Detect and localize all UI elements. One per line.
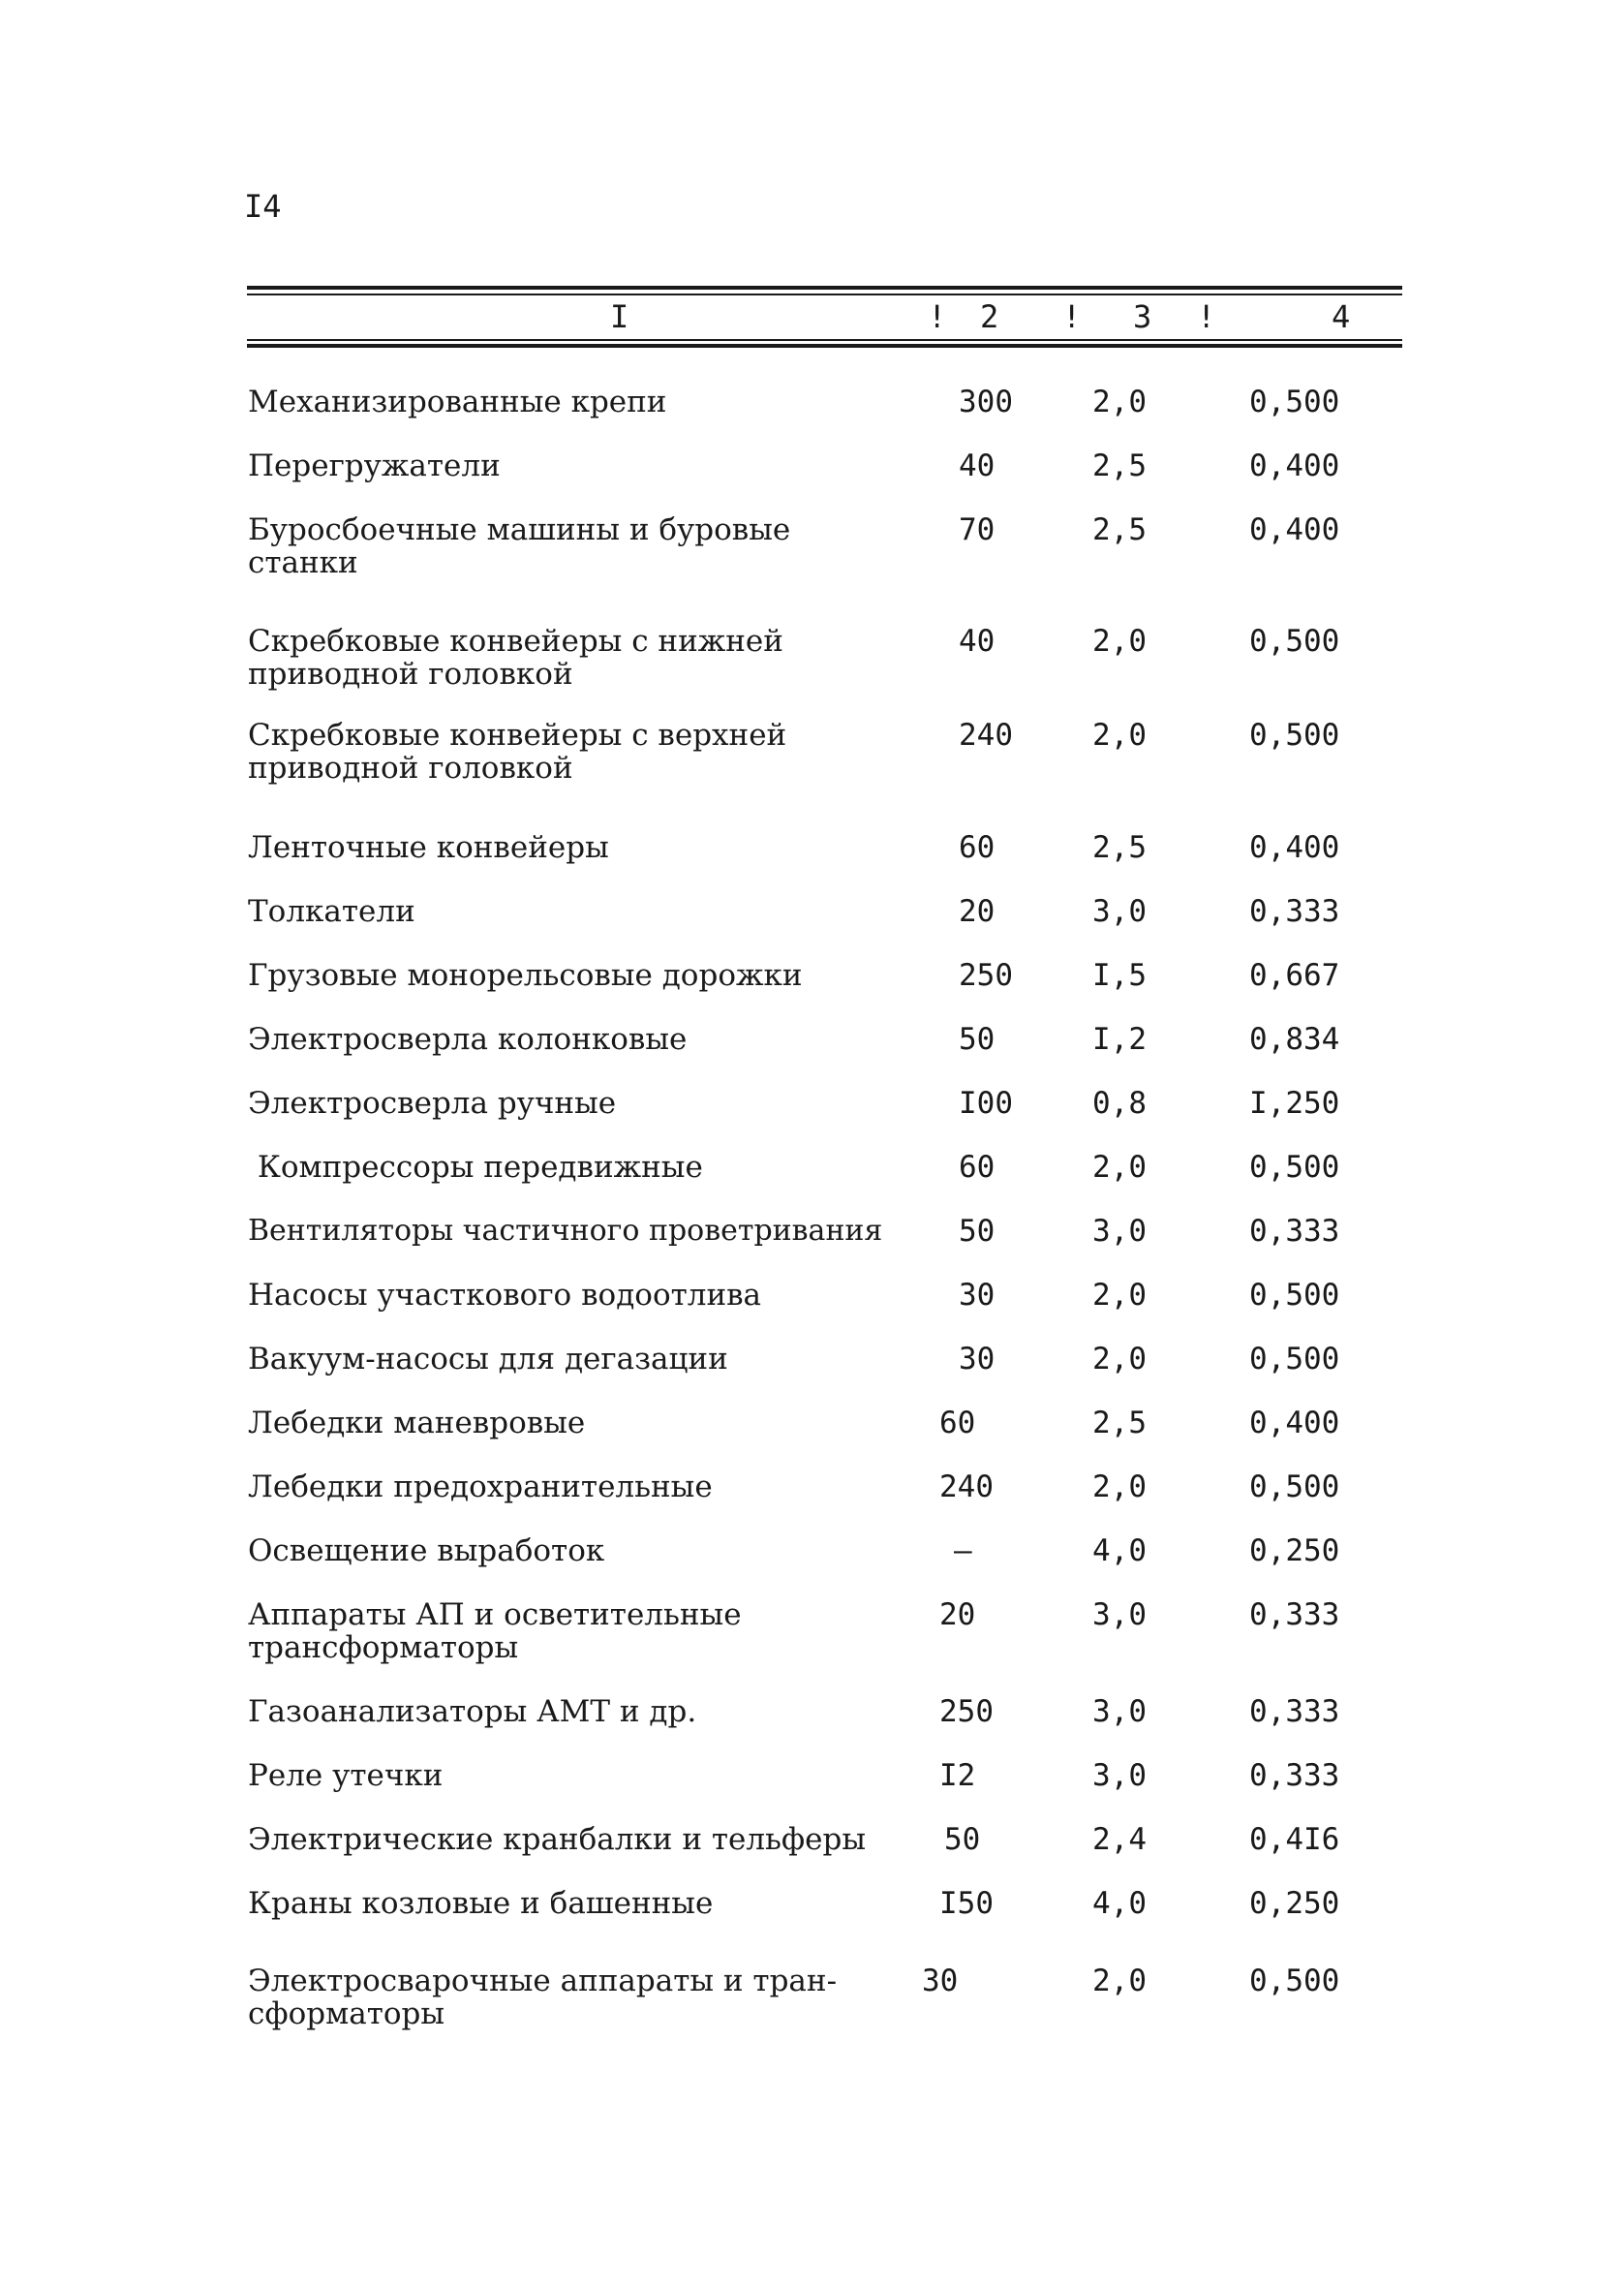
- value-col-3: 2,4: [1092, 1822, 1147, 1857]
- value-col-2: 60: [959, 830, 996, 865]
- value-col-2: I50: [939, 1886, 994, 1921]
- column-header-3: 3: [1133, 298, 1152, 335]
- header-rule-bottom-thin: [247, 339, 1402, 341]
- equipment-name: Насосы участкового водоотлива: [248, 1278, 762, 1313]
- value-col-2: I00: [959, 1086, 1013, 1121]
- header-rule-bottom: [247, 344, 1402, 348]
- equipment-name: Аппараты АП и осветительные трансформаторы: [248, 1597, 742, 1665]
- value-col-2: –: [954, 1533, 972, 1568]
- equipment-name: Буросбоечные машины и буровые станки: [248, 512, 791, 580]
- header-rule-top-thin: [247, 294, 1402, 295]
- value-col-4: I,250: [1249, 1086, 1340, 1121]
- header-rule-top: [247, 286, 1402, 290]
- value-col-2: 250: [939, 1694, 994, 1729]
- value-col-4: 0,333: [1249, 1597, 1340, 1632]
- value-col-2: 50: [959, 1022, 996, 1057]
- value-col-3: 3,0: [1092, 1214, 1147, 1249]
- value-col-4: 0,333: [1249, 1694, 1340, 1729]
- value-col-2: 70: [959, 512, 996, 547]
- value-col-2: 20: [959, 894, 996, 929]
- column-separator: !: [1062, 298, 1082, 335]
- value-col-2: 40: [959, 449, 996, 483]
- value-col-4: 0,500: [1249, 1469, 1340, 1504]
- value-col-4: 0,400: [1249, 512, 1340, 547]
- value-col-3: 0,8: [1092, 1086, 1147, 1121]
- value-col-3: 3,0: [1092, 894, 1147, 929]
- column-header-4: 4: [1332, 298, 1351, 335]
- value-col-3: 2,0: [1092, 385, 1147, 419]
- value-col-4: 0,500: [1249, 624, 1340, 659]
- value-col-2: 30: [922, 1964, 959, 1998]
- value-col-3: I,5: [1092, 958, 1147, 993]
- equipment-name: Электрические кранбалки и тельферы: [248, 1822, 867, 1857]
- page-number: I4: [244, 188, 282, 225]
- column-header-2: 2: [980, 298, 999, 335]
- value-col-3: 2,0: [1092, 624, 1147, 659]
- equipment-name: Лебедки предохранительные: [248, 1469, 713, 1504]
- value-col-2: 250: [959, 958, 1013, 993]
- value-col-3: 2,0: [1092, 1964, 1147, 1998]
- value-col-4: 0,500: [1249, 385, 1340, 419]
- equipment-name: Ленточные конвейеры: [248, 830, 609, 865]
- equipment-name: Краны козловые и башенные: [248, 1886, 714, 1921]
- value-col-3: I,2: [1092, 1022, 1147, 1057]
- equipment-name: Грузовые монорельсовые дорожки: [248, 958, 803, 993]
- value-col-3: 3,0: [1092, 1758, 1147, 1793]
- value-col-2: 300: [959, 385, 1013, 419]
- equipment-name: Газоанализаторы АМТ и др.: [248, 1694, 697, 1729]
- value-col-3: 2,0: [1092, 1342, 1147, 1376]
- value-col-3: 4,0: [1092, 1533, 1147, 1568]
- value-col-4: 0,250: [1249, 1886, 1340, 1921]
- value-col-3: 3,0: [1092, 1694, 1147, 1729]
- value-col-3: 2,0: [1092, 718, 1147, 753]
- value-col-4: 0,500: [1249, 1278, 1340, 1313]
- value-col-4: 0,667: [1249, 958, 1340, 993]
- value-col-4: 0,500: [1249, 1150, 1340, 1185]
- equipment-name: Механизированные крепи: [248, 385, 667, 419]
- value-col-3: 3,0: [1092, 1597, 1147, 1632]
- value-col-4: 0,333: [1249, 1214, 1340, 1249]
- value-col-3: 2,5: [1092, 449, 1147, 483]
- equipment-name: Скребковые конвейеры с верхней приводной головкой: [248, 718, 787, 786]
- value-col-3: 2,0: [1092, 1150, 1147, 1185]
- value-col-2: 60: [959, 1150, 996, 1185]
- value-col-4: 0,500: [1249, 1964, 1340, 1998]
- value-col-2: 240: [959, 718, 1013, 753]
- equipment-name: Лебедки маневровые: [248, 1406, 586, 1440]
- value-col-2: 50: [959, 1214, 996, 1249]
- value-col-3: 2,5: [1092, 1406, 1147, 1440]
- equipment-name: Электросверла колонковые: [248, 1022, 688, 1057]
- column-separator: !: [1197, 298, 1216, 335]
- value-col-4: 0,400: [1249, 830, 1340, 865]
- value-col-2: 50: [944, 1822, 981, 1857]
- value-col-4: 0,4I6: [1249, 1822, 1340, 1857]
- equipment-name: Электросверла ручные: [248, 1086, 617, 1121]
- equipment-name: Вакуум-насосы для дегазации: [248, 1342, 728, 1376]
- value-col-4: 0,333: [1249, 1758, 1340, 1793]
- value-col-2: I2: [939, 1758, 976, 1793]
- value-col-2: 240: [939, 1469, 994, 1504]
- equipment-name: Толкатели: [248, 894, 415, 929]
- value-col-2: 20: [939, 1597, 976, 1632]
- value-col-3: 4,0: [1092, 1886, 1147, 1921]
- equipment-name: Скребковые конвейеры с нижней приводной головкой: [248, 624, 783, 692]
- equipment-name: Вентиляторы частичного проветривания: [248, 1214, 883, 1248]
- column-header-1: I: [610, 298, 629, 335]
- value-col-2: 30: [959, 1278, 996, 1313]
- value-col-4: 0,250: [1249, 1533, 1340, 1568]
- equipment-name: Перегружатели: [248, 449, 501, 483]
- value-col-2: 60: [939, 1406, 976, 1440]
- value-col-2: 30: [959, 1342, 996, 1376]
- value-col-2: 40: [959, 624, 996, 659]
- column-separator: !: [928, 298, 947, 335]
- value-col-4: 0,400: [1249, 1406, 1340, 1440]
- equipment-name: Электросварочные аппараты и тран- сформаторы: [248, 1964, 838, 2031]
- value-col-3: 2,5: [1092, 512, 1147, 547]
- value-col-4: 0,333: [1249, 894, 1340, 929]
- value-col-4: 0,400: [1249, 449, 1340, 483]
- value-col-3: 2,0: [1092, 1469, 1147, 1504]
- value-col-3: 2,0: [1092, 1278, 1147, 1313]
- equipment-name: Компрессоры передвижные: [248, 1150, 703, 1185]
- equipment-name: Освещение выработок: [248, 1533, 605, 1568]
- value-col-4: 0,834: [1249, 1022, 1340, 1057]
- value-col-4: 0,500: [1249, 1342, 1340, 1376]
- value-col-3: 2,5: [1092, 830, 1147, 865]
- equipment-name: Реле утечки: [248, 1758, 444, 1793]
- value-col-4: 0,500: [1249, 718, 1340, 753]
